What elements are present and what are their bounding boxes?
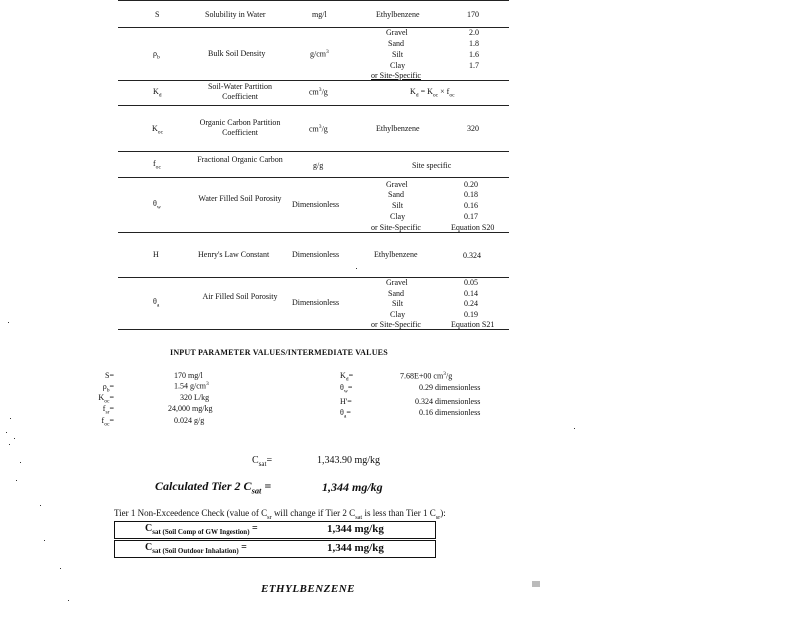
chem-s: Ethylbenzene [376,10,420,19]
label-h: H'= [340,397,352,406]
val-rhob-2: 1.6 [469,50,479,59]
mat-thetaw-3: Clay [390,212,406,221]
units-foc: g/g [313,161,324,170]
csat-gw-box [114,521,436,539]
value-foc-input: 0.024 g/g [174,416,205,425]
val-thetaw-0: 0.20 [464,180,478,189]
formula-kd: $K_d = K_{oc} \times f_{oc}$ [410,87,455,99]
val-thetaa-2: 0.24 [464,299,478,308]
mat-rhob-3: Clay [390,61,406,70]
non-exceedence-check: Tier 1 Non-Exceedence Check (value of $C_{sr}$ will change if Tier 2 $C_{sat}$ is less than Tier 1 $C_{sr}$): [114,508,446,521]
value-koc-input: 320 L/kg [180,393,210,402]
val-thetaa-3: 0.19 [464,310,478,319]
csat-label: $C_{sat}=$ [252,455,273,468]
symbol-thetaw: $\theta_w$ [153,199,161,211]
units-rhob: $g/cm^3$ [310,49,329,59]
value-fsr-input: 24,000 mg/kg [168,404,213,413]
value-h: 0.324 [463,251,481,260]
mat-thetaa-2: Silt [392,299,404,308]
label-fsr: $f_{sr}=$ [102,404,114,416]
val-thetaa-0: 0.05 [464,278,478,287]
desc-foc: Fractional Organic Carbon [197,155,283,164]
mat-rhob-1: Sand [388,39,404,48]
value-kd-input: 7.68E+00 $cm^3/g$ [400,371,453,381]
value-rhob-input: 1.54 $g/cm^3$ [174,381,209,391]
units-kd: $cm^3/g$ [309,87,328,97]
mat-thetaa-4: or Site-Specific [371,320,421,329]
symbol-foc: $f_{oc}$ [153,159,161,171]
desc-solubility: Solubility in Water [205,10,266,19]
value-koc: 320 [467,124,479,133]
csat-inhalation-label: $C_{sat (Soil Outdoor Inhalation)}$ = [145,542,247,555]
symbol-s: S [155,10,160,19]
desc-kd: Soil-Water Partition Coefficient [207,82,272,101]
mat-thetaa-0: Gravel [386,278,408,287]
symbol-thetaa: $\theta_a$ [153,297,160,309]
mat-thetaw-1: Sand [388,190,404,199]
val-thetaw-1: 0.18 [464,190,478,199]
desc-bulk-density: Bulk Soil Density [208,49,266,58]
units-s: mg/l [312,10,327,19]
val-rhob-3: 1.7 [469,61,479,70]
mat-rhob-4: or Site-Specific [371,71,421,80]
val-rhob-1: 1.8 [469,39,479,48]
units-koc: $cm^3/g$ [309,124,328,134]
units-thetaw: Dimensionless [292,200,340,209]
calculated-tier2-value: 1,344 mg/kg [322,480,383,494]
csat-value: 1,343.90 mg/kg [317,455,381,466]
value-h-input: 0.324 dimensionless [415,397,481,406]
mat-thetaw-0: Gravel [386,180,408,189]
mat-thetaa-3: Clay [390,310,406,319]
value-foc: Site specific [412,161,452,170]
desc-thetaa: Air Filled Soil Porosity [202,292,278,301]
units-thetaa: Dimensionless [292,298,340,307]
desc-henry: Henry's Law Constant [198,250,270,259]
symbol-koc: $K_{oc}$ [152,124,164,136]
symbol-rhob: $\rho_b$ [153,49,160,61]
label-rhob: $\rho_b=$ [102,382,114,394]
value-thetaa-input: 0.16 dimensionless [419,408,481,417]
symbol-kd: $K_d$ [153,87,162,99]
symbol-h: H [153,250,159,259]
chem-h: Ethylbenzene [374,250,418,259]
val-thetaa-4: Equation S21 [451,320,495,329]
mat-rhob-0: Gravel [386,28,408,37]
input-heading: INPUT PARAMETER VALUES/INTERMEDIATE VALUES [170,348,388,357]
val-thetaw-3: 0.17 [464,212,478,221]
label-thetaa: $\theta_a=$ [340,408,351,420]
calculated-tier2-label: Calculated Tier 2 $C_{sat}$ = [155,479,272,496]
mat-thetaa-1: Sand [388,289,404,298]
value-thetaw-input: 0.29 dimensionless [419,383,481,392]
desc-koc: Organic Carbon Partition Coefficient [199,118,281,137]
value-s: 170 [467,10,479,19]
footer-title: ETHYLBENZENE [261,583,356,595]
desc-thetaw: Water Filled Soil Porosity [198,194,282,203]
chem-koc: Ethylbenzene [376,124,420,133]
label-thetaw: $\theta_w=$ [340,383,353,395]
mat-rhob-2: Silt [392,50,404,59]
label-foc: $f_{oc}=$ [101,416,114,428]
label-s: S= [105,371,114,380]
mat-thetaw-4: or Site-Specific [371,223,421,232]
label-kd: $K_d=$ [340,371,354,383]
val-thetaw-4: Equation S20 [451,223,495,232]
val-thetaa-1: 0.14 [464,289,478,298]
value-s-input: 170 mg/l [174,371,203,380]
csat-gw-label: $C_{sat (Soil Comp of GW Ingestion)}$ = [145,523,258,536]
units-h: Dimensionless [292,250,340,259]
val-rhob-0: 2.0 [469,28,479,37]
mat-thetaw-2: Silt [392,201,404,210]
csat-gw-value: 1,344 mg/kg [327,523,384,535]
label-koc: $K_{oc}=$ [98,393,114,405]
csat-inhalation-box [114,540,436,558]
val-thetaw-2: 0.16 [464,201,478,210]
csat-inhalation-value: 1,344 mg/kg [327,542,384,554]
